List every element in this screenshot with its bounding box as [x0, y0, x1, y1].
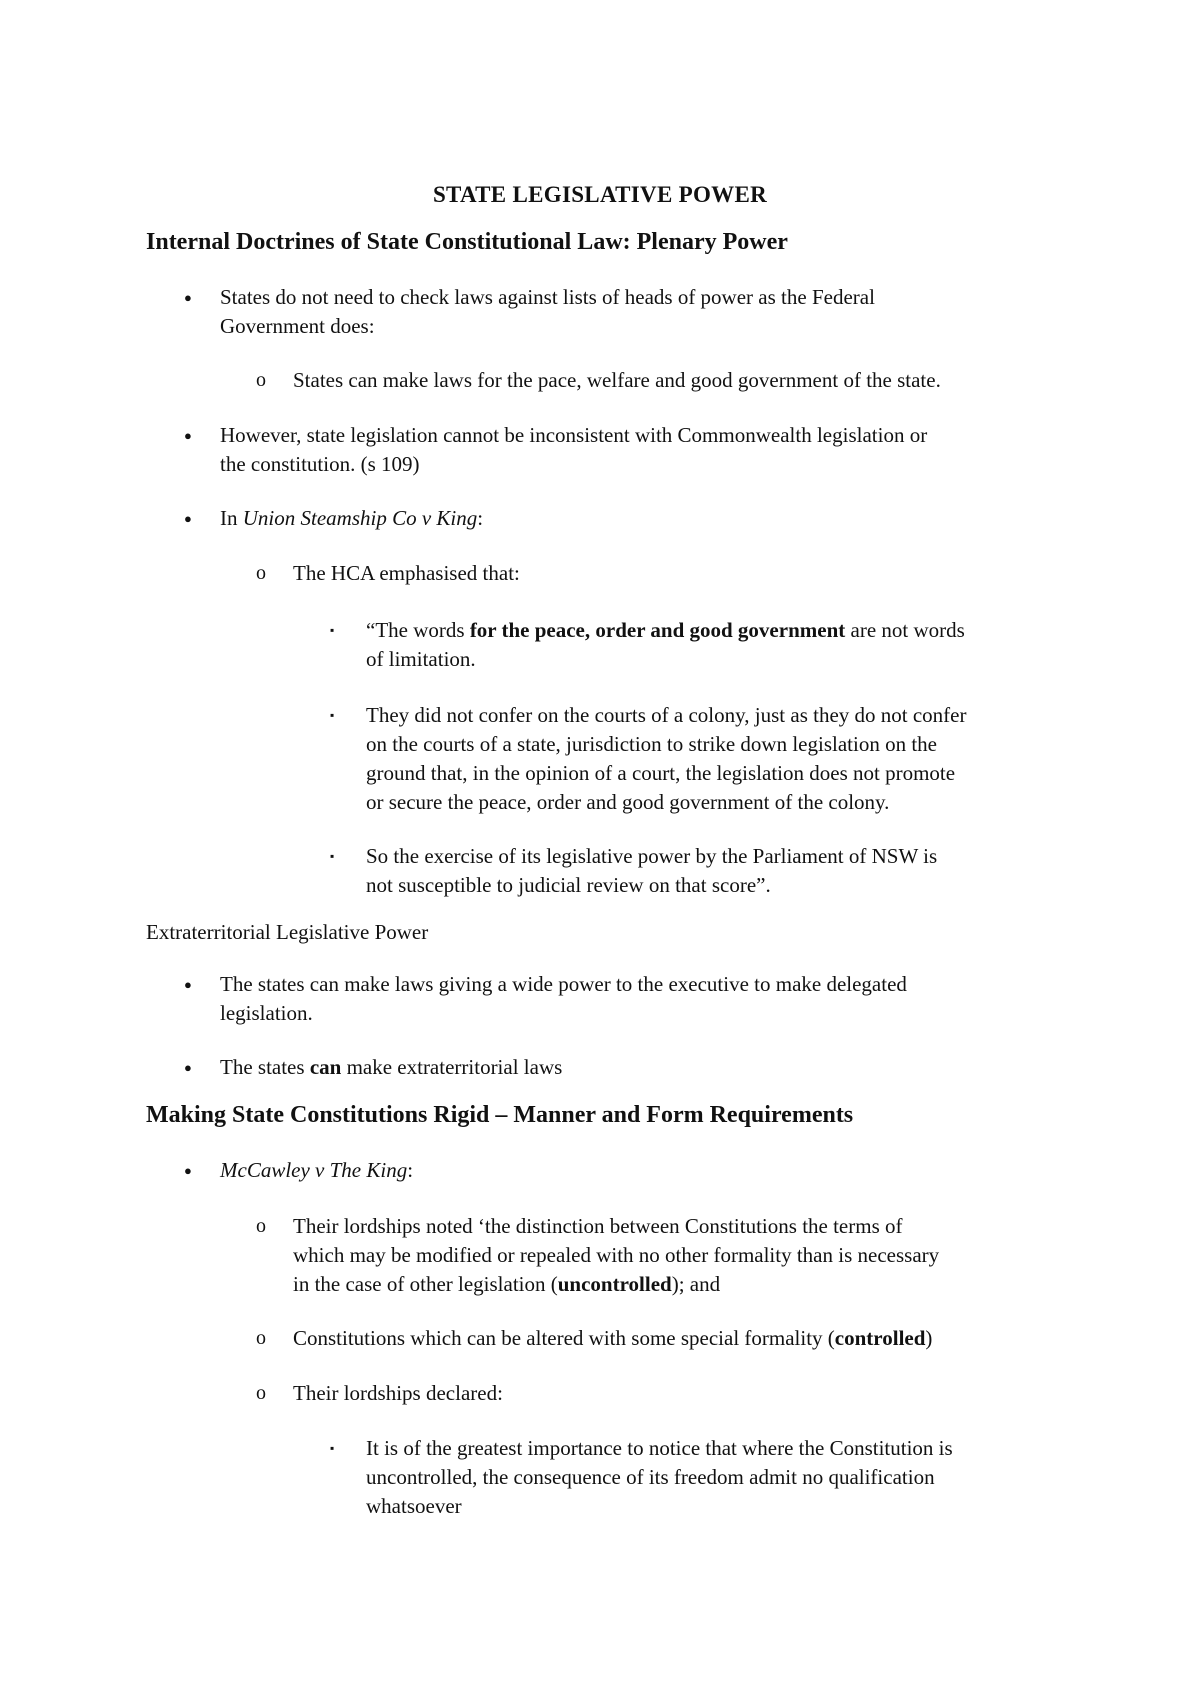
list-item-line: which may be modified or repealed with no other formality than is necessary [293, 1243, 940, 1267]
list-item-text: ) [925, 1326, 933, 1350]
list-item-line: whatsoever [366, 1494, 462, 1518]
list-item-text: in the case of other legislation ( [293, 1272, 558, 1296]
section-heading-manner-and-form: Making State Constitutions Rigid – Manner and Form Requirements [146, 1102, 854, 1128]
square-marker: ▪ [330, 708, 335, 722]
list-item-line: uncontrolled, the consequence of its freedom admit no qualification [366, 1465, 935, 1489]
list-item-line: ground that, in the opinion of a court, the legislation does not promote [366, 761, 956, 785]
list-item [366, 842, 1066, 900]
bullet-marker: ● [184, 428, 192, 443]
case-name: Union Steamship Co v King [242, 506, 478, 530]
list-item-line: not susceptible to judicial review on that score”. [366, 873, 771, 897]
list-item-text: : [477, 506, 484, 530]
list-item-line: It is of the greatest importance to notice that where the Constitution is [366, 1436, 953, 1460]
list-item-line [366, 616, 1066, 645]
emphasis-text: controlled [834, 1326, 926, 1350]
bullet-marker: ● [184, 1060, 192, 1075]
circle-marker: o [256, 1327, 266, 1349]
list-item [220, 1156, 1060, 1185]
section-heading-plenary-power: Internal Doctrines of State Constitutional Law: Plenary Power [146, 229, 788, 255]
list-item-line: Government does: [220, 314, 375, 338]
list-item-line: on the courts of a state, jurisdiction to strike down legislation on the [366, 732, 937, 756]
list-item-line: However, state legislation cannot be inconsistent with Commonwealth legislation or [220, 423, 928, 447]
emphasis-text: uncontrolled [557, 1272, 672, 1296]
list-item [220, 421, 1060, 479]
list-item-line: Their lordships noted ‘the distinction between Constitutions the terms of [293, 1214, 903, 1238]
case-name: McCawley v The King [220, 1158, 408, 1182]
list-item-line: of limitation. [366, 647, 476, 671]
list-item [293, 1212, 1053, 1299]
list-item [293, 1324, 1053, 1353]
list-item [366, 616, 1066, 674]
list-item [220, 504, 1060, 533]
list-item-text: Constitutions which can be altered with some special formality ( [293, 1326, 835, 1350]
square-marker: ▪ [330, 849, 335, 863]
square-marker: ▪ [330, 1441, 335, 1455]
emphasis-text: can [309, 1055, 342, 1079]
bullet-marker: ● [184, 511, 192, 526]
list-item [366, 701, 1066, 817]
list-item-line: the constitution. (s 109) [220, 452, 420, 476]
list-item-line: or secure the peace, order and good government of the colony. [366, 790, 890, 814]
list-item-text: ); and [671, 1272, 721, 1296]
bullet-marker: ● [184, 977, 192, 992]
circle-marker: o [256, 369, 266, 391]
list-item: States can make laws for the pace, welfare and good government of the state. [293, 368, 941, 392]
list-item-line [293, 1270, 1053, 1299]
circle-marker: o [256, 562, 266, 584]
list-item-line: They did not confer on the courts of a colony, just as they do not confer [366, 703, 967, 727]
list-item [220, 283, 1060, 341]
list-item-line: So the exercise of its legislative power by the Parliament of NSW is [366, 844, 938, 868]
emphasis-text: for the peace, order and good government [469, 618, 846, 642]
circle-marker: o [256, 1215, 266, 1237]
quote-text: “The words [366, 618, 470, 642]
quote-text: are not words [845, 618, 965, 642]
list-item [220, 970, 1060, 1028]
list-item-line: legislation. [220, 1001, 313, 1025]
section-heading-extraterritorial: Extraterritorial Legislative Power [146, 920, 429, 944]
list-item-text: The states [220, 1055, 310, 1079]
list-item [366, 1434, 1066, 1521]
list-item [220, 1053, 1060, 1082]
list-item: Their lordships declared: [293, 1381, 503, 1405]
list-item-text: In [220, 506, 243, 530]
document-title: STATE LEGISLATIVE POWER [432, 182, 768, 207]
list-item-text: make extraterritorial laws [341, 1055, 563, 1079]
bullet-marker: ● [184, 290, 192, 305]
list-item-text: : [407, 1158, 414, 1182]
bullet-marker: ● [184, 1163, 192, 1178]
list-item-line: The states can make laws giving a wide power to the executive to make delegated [220, 972, 907, 996]
list-item: The HCA emphasised that: [293, 561, 520, 585]
list-item-line: States do not need to check laws against lists of heads of power as the Federal [220, 285, 875, 309]
square-marker: ▪ [330, 623, 335, 637]
circle-marker: o [256, 1382, 266, 1404]
